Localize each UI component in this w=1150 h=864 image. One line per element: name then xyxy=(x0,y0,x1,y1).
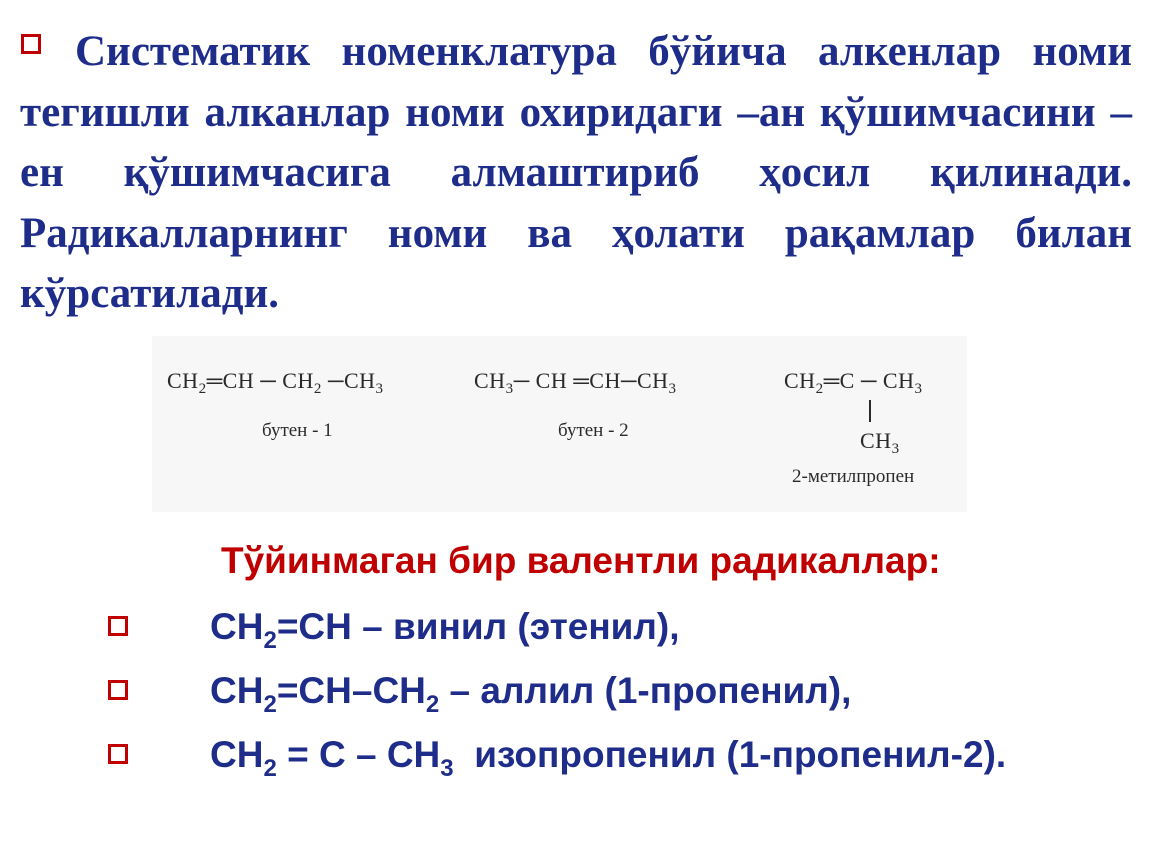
radical-item-vinyl: $CH_2=CH$ – винил (этенил), xyxy=(210,606,680,654)
bullet-square-icon xyxy=(108,744,128,764)
methyl-branch-bond xyxy=(869,400,871,422)
radical-item-allyl: $CH_2=CH-CH_2$ – аллил (1-пропенил), xyxy=(210,670,852,718)
structural-formulas-panel xyxy=(152,336,967,512)
intro-paragraph xyxy=(20,22,1132,325)
radical-item-isopropenyl: $CH_2 = C - CH_3$ изопропенил (1-пропенил-2). xyxy=(210,734,1007,782)
bullet-square-icon xyxy=(108,680,128,700)
butene1-name: бутен - 1 xyxy=(262,420,333,441)
radicals-heading: Тўйинмаган бир валентли радикаллар: xyxy=(221,540,941,581)
butene2-formula: $CH_3─$ CH $═CH─CH_3$ xyxy=(474,368,677,397)
butene2-name: бутен - 2 xyxy=(558,420,629,441)
methylpropene-formula: $CH_2═C$ ─ $CH_3$ xyxy=(784,368,923,397)
methyl-branch-group: $CH_3$ xyxy=(860,428,900,457)
intro-text: Систематик номенклатура бўйича алкенлар номи тегишли алканлар номи охиридаги –ан қўшимчасини –ен қўшимчасига алмаштириб ҳосил қилинади. Радикалларнинг номи ва ҳолати рақамлар билан кўрсатилади. xyxy=(20,28,1132,317)
methylpropene-name: 2-метилпропен xyxy=(792,466,915,487)
bullet-square-icon xyxy=(108,616,128,636)
butene1-formula: $CH_2═CH$ ─ $CH_2$ $─CH_3$ xyxy=(167,368,384,397)
